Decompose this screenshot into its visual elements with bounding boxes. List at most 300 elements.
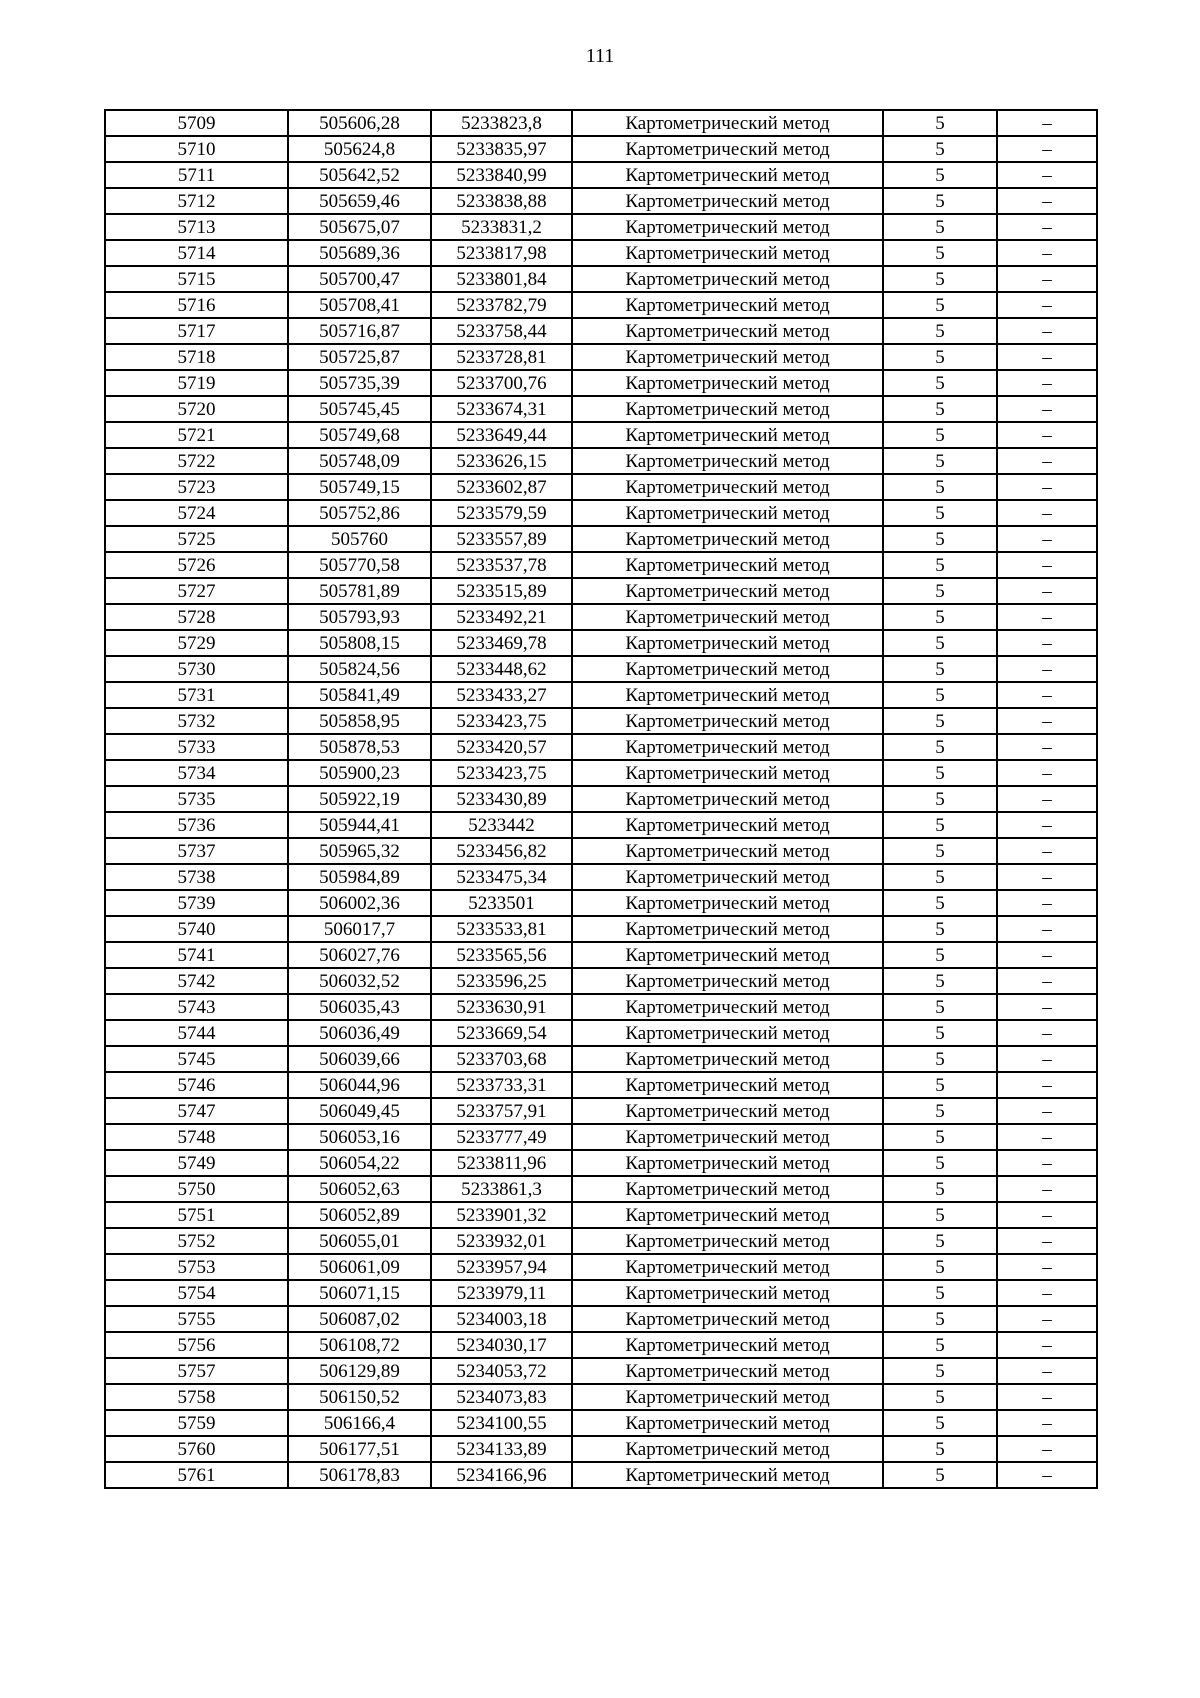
point-number-cell: 5733: [105, 734, 288, 760]
table-row: [105, 864, 1097, 890]
table-row: [105, 968, 1097, 994]
y-coordinate-cell: 5233537,78: [431, 552, 572, 578]
x-coordinate-cell: 505689,36: [288, 240, 431, 266]
x-coordinate-cell: 506054,22: [288, 1150, 431, 1176]
point-number-cell: 5747: [105, 1098, 288, 1124]
point-number-cell: 5719: [105, 370, 288, 396]
x-coordinate-cell: 505944,41: [288, 812, 431, 838]
table-row: [105, 838, 1097, 864]
accuracy-cell: 5: [883, 1254, 997, 1280]
y-coordinate-cell: 5233433,27: [431, 682, 572, 708]
y-coordinate-cell: 5233669,54: [431, 1020, 572, 1046]
note-cell: –: [997, 1202, 1097, 1228]
table-row: [105, 734, 1097, 760]
accuracy-cell: 5: [883, 1072, 997, 1098]
y-coordinate-cell: 5233782,79: [431, 292, 572, 318]
note-cell: –: [997, 994, 1097, 1020]
accuracy-cell: 5: [883, 968, 997, 994]
accuracy-cell: 5: [883, 890, 997, 916]
point-number-cell: 5718: [105, 344, 288, 370]
point-number-cell: 5753: [105, 1254, 288, 1280]
note-cell: –: [997, 942, 1097, 968]
point-number-cell: 5735: [105, 786, 288, 812]
x-coordinate-cell: 506049,45: [288, 1098, 431, 1124]
method-cell: Картометрический метод: [572, 1176, 883, 1202]
accuracy-cell: 5: [883, 1020, 997, 1046]
point-number-cell: 5744: [105, 1020, 288, 1046]
method-cell: Картометрический метод: [572, 474, 883, 500]
table-row: [105, 630, 1097, 656]
method-cell: Картометрический метод: [572, 994, 883, 1020]
note-cell: –: [997, 1020, 1097, 1046]
note-cell: –: [997, 1176, 1097, 1202]
point-number-cell: 5710: [105, 136, 288, 162]
method-cell: Картометрический метод: [572, 708, 883, 734]
method-cell: Картометрический метод: [572, 578, 883, 604]
accuracy-cell: 5: [883, 344, 997, 370]
accuracy-cell: 5: [883, 552, 997, 578]
table-row: [105, 552, 1097, 578]
note-cell: –: [997, 396, 1097, 422]
accuracy-cell: 5: [883, 708, 997, 734]
point-number-cell: 5745: [105, 1046, 288, 1072]
accuracy-cell: 5: [883, 630, 997, 656]
x-coordinate-cell: 505760: [288, 526, 431, 552]
table-row: [105, 396, 1097, 422]
accuracy-cell: 5: [883, 526, 997, 552]
accuracy-cell: 5: [883, 318, 997, 344]
note-cell: –: [997, 656, 1097, 682]
method-cell: Картометрический метод: [572, 1046, 883, 1072]
note-cell: –: [997, 136, 1097, 162]
method-cell: Картометрический метод: [572, 1150, 883, 1176]
note-cell: –: [997, 214, 1097, 240]
point-number-cell: 5712: [105, 188, 288, 214]
method-cell: Картометрический метод: [572, 1072, 883, 1098]
x-coordinate-cell: 505808,15: [288, 630, 431, 656]
method-cell: Картометрический метод: [572, 1306, 883, 1332]
table-row: [105, 1150, 1097, 1176]
point-number-cell: 5724: [105, 500, 288, 526]
y-coordinate-cell: 5233700,76: [431, 370, 572, 396]
y-coordinate-cell: 5233733,31: [431, 1072, 572, 1098]
point-number-cell: 5722: [105, 448, 288, 474]
table-row: [105, 812, 1097, 838]
point-number-cell: 5740: [105, 916, 288, 942]
x-coordinate-cell: 505675,07: [288, 214, 431, 240]
point-number-cell: 5732: [105, 708, 288, 734]
x-coordinate-cell: 506052,89: [288, 1202, 431, 1228]
note-cell: –: [997, 916, 1097, 942]
y-coordinate-cell: 5233579,59: [431, 500, 572, 526]
accuracy-cell: 5: [883, 864, 997, 890]
method-cell: Картометрический метод: [572, 1358, 883, 1384]
x-coordinate-cell: 506027,76: [288, 942, 431, 968]
x-coordinate-cell: 506166,4: [288, 1410, 431, 1436]
x-coordinate-cell: 506055,01: [288, 1228, 431, 1254]
accuracy-cell: 5: [883, 1332, 997, 1358]
y-coordinate-cell: 5233423,75: [431, 760, 572, 786]
x-coordinate-cell: 505858,95: [288, 708, 431, 734]
method-cell: Картометрический метод: [572, 1384, 883, 1410]
y-coordinate-cell: 5233492,21: [431, 604, 572, 630]
x-coordinate-cell: 505824,56: [288, 656, 431, 682]
method-cell: Картометрический метод: [572, 1462, 883, 1488]
note-cell: –: [997, 1280, 1097, 1306]
x-coordinate-cell: 506087,02: [288, 1306, 431, 1332]
x-coordinate-cell: 506044,96: [288, 1072, 431, 1098]
method-cell: Картометрический метод: [572, 760, 883, 786]
table-row: [105, 526, 1097, 552]
y-coordinate-cell: 5234003,18: [431, 1306, 572, 1332]
table-row: [105, 760, 1097, 786]
note-cell: –: [997, 1332, 1097, 1358]
method-cell: Картометрический метод: [572, 786, 883, 812]
point-number-cell: 5736: [105, 812, 288, 838]
note-cell: –: [997, 968, 1097, 994]
note-cell: –: [997, 1254, 1097, 1280]
method-cell: Картометрический метод: [572, 1280, 883, 1306]
x-coordinate-cell: 506052,63: [288, 1176, 431, 1202]
x-coordinate-cell: 505793,93: [288, 604, 431, 630]
x-coordinate-cell: 506071,15: [288, 1280, 431, 1306]
y-coordinate-cell: 5234030,17: [431, 1332, 572, 1358]
accuracy-cell: 5: [883, 1098, 997, 1124]
point-number-cell: 5725: [105, 526, 288, 552]
accuracy-cell: 5: [883, 1124, 997, 1150]
x-coordinate-cell: 505748,09: [288, 448, 431, 474]
y-coordinate-cell: 5233565,56: [431, 942, 572, 968]
table-row: [105, 656, 1097, 682]
table-row: [105, 994, 1097, 1020]
note-cell: –: [997, 864, 1097, 890]
x-coordinate-cell: 506053,16: [288, 1124, 431, 1150]
note-cell: –: [997, 734, 1097, 760]
table-row: [105, 1202, 1097, 1228]
table-row: [105, 1228, 1097, 1254]
method-cell: Картометрический метод: [572, 942, 883, 968]
point-number-cell: 5730: [105, 656, 288, 682]
method-cell: Картометрический метод: [572, 630, 883, 656]
note-cell: –: [997, 1124, 1097, 1150]
x-coordinate-cell: 506032,52: [288, 968, 431, 994]
table-row: [105, 1046, 1097, 1072]
note-cell: –: [997, 240, 1097, 266]
method-cell: Картометрический метод: [572, 396, 883, 422]
x-coordinate-cell: 506017,7: [288, 916, 431, 942]
table-row: [105, 448, 1097, 474]
table-row: [105, 266, 1097, 292]
note-cell: –: [997, 1410, 1097, 1436]
table-row: [105, 1410, 1097, 1436]
x-coordinate-cell: 505781,89: [288, 578, 431, 604]
x-coordinate-cell: 506039,66: [288, 1046, 431, 1072]
point-number-cell: 5755: [105, 1306, 288, 1332]
method-cell: Картометрический метод: [572, 838, 883, 864]
method-cell: Картометрический метод: [572, 604, 883, 630]
table-row: [105, 1280, 1097, 1306]
note-cell: –: [997, 266, 1097, 292]
method-cell: Картометрический метод: [572, 890, 883, 916]
y-coordinate-cell: 5233596,25: [431, 968, 572, 994]
y-coordinate-cell: 5234100,55: [431, 1410, 572, 1436]
accuracy-cell: 5: [883, 370, 997, 396]
accuracy-cell: 5: [883, 1306, 997, 1332]
table-row: [105, 1098, 1097, 1124]
x-coordinate-cell: 505752,86: [288, 500, 431, 526]
table-row: [105, 786, 1097, 812]
note-cell: –: [997, 1358, 1097, 1384]
x-coordinate-cell: 506061,09: [288, 1254, 431, 1280]
point-number-cell: 5731: [105, 682, 288, 708]
y-coordinate-cell: 5234053,72: [431, 1358, 572, 1384]
point-number-cell: 5743: [105, 994, 288, 1020]
accuracy-cell: 5: [883, 1228, 997, 1254]
accuracy-cell: 5: [883, 422, 997, 448]
x-coordinate-cell: 506150,52: [288, 1384, 431, 1410]
method-cell: Картометрический метод: [572, 110, 883, 136]
x-coordinate-cell: 506002,36: [288, 890, 431, 916]
method-cell: Картометрический метод: [572, 448, 883, 474]
method-cell: Картометрический метод: [572, 916, 883, 942]
y-coordinate-cell: 5233728,81: [431, 344, 572, 370]
accuracy-cell: 5: [883, 474, 997, 500]
table-row: [105, 890, 1097, 916]
y-coordinate-cell: 5233831,2: [431, 214, 572, 240]
note-cell: –: [997, 578, 1097, 604]
accuracy-cell: 5: [883, 1176, 997, 1202]
method-cell: Картометрический метод: [572, 552, 883, 578]
accuracy-cell: 5: [883, 500, 997, 526]
y-coordinate-cell: 5233901,32: [431, 1202, 572, 1228]
accuracy-cell: 5: [883, 136, 997, 162]
method-cell: Картометрический метод: [572, 292, 883, 318]
table-row: [105, 240, 1097, 266]
table-row: [105, 1020, 1097, 1046]
method-cell: Картометрический метод: [572, 1124, 883, 1150]
y-coordinate-cell: 5233602,87: [431, 474, 572, 500]
point-number-cell: 5761: [105, 1462, 288, 1488]
page-number: 111: [585, 45, 615, 67]
note-cell: –: [997, 500, 1097, 526]
y-coordinate-cell: 5233442: [431, 812, 572, 838]
table-row: [105, 292, 1097, 318]
table-row: [105, 578, 1097, 604]
accuracy-cell: 5: [883, 656, 997, 682]
method-cell: Картометрический метод: [572, 1228, 883, 1254]
method-cell: Картометрический метод: [572, 734, 883, 760]
x-coordinate-cell: 505700,47: [288, 266, 431, 292]
table-row: [105, 1358, 1097, 1384]
x-coordinate-cell: 505735,39: [288, 370, 431, 396]
note-cell: –: [997, 1306, 1097, 1332]
method-cell: Картометрический метод: [572, 136, 883, 162]
method-cell: Картометрический метод: [572, 188, 883, 214]
point-number-cell: 5721: [105, 422, 288, 448]
accuracy-cell: 5: [883, 734, 997, 760]
note-cell: –: [997, 708, 1097, 734]
y-coordinate-cell: 5233861,3: [431, 1176, 572, 1202]
point-number-cell: 5734: [105, 760, 288, 786]
method-cell: Картометрический метод: [572, 812, 883, 838]
x-coordinate-cell: 505749,68: [288, 422, 431, 448]
y-coordinate-cell: 5233957,94: [431, 1254, 572, 1280]
accuracy-cell: 5: [883, 1358, 997, 1384]
point-number-cell: 5737: [105, 838, 288, 864]
point-number-cell: 5728: [105, 604, 288, 630]
y-coordinate-cell: 5233475,34: [431, 864, 572, 890]
accuracy-cell: 5: [883, 214, 997, 240]
x-coordinate-cell: 506178,83: [288, 1462, 431, 1488]
note-cell: –: [997, 552, 1097, 578]
x-coordinate-cell: 506129,89: [288, 1358, 431, 1384]
table-row: [105, 422, 1097, 448]
point-number-cell: 5757: [105, 1358, 288, 1384]
method-cell: Картометрический метод: [572, 1020, 883, 1046]
accuracy-cell: 5: [883, 448, 997, 474]
method-cell: Картометрический метод: [572, 162, 883, 188]
y-coordinate-cell: 5233840,99: [431, 162, 572, 188]
table-row: [105, 344, 1097, 370]
table-row: [105, 214, 1097, 240]
table-row: [105, 370, 1097, 396]
y-coordinate-cell: 5233674,31: [431, 396, 572, 422]
table-row: [105, 1176, 1097, 1202]
y-coordinate-cell: 5233811,96: [431, 1150, 572, 1176]
note-cell: –: [997, 292, 1097, 318]
x-coordinate-cell: 505659,46: [288, 188, 431, 214]
point-number-cell: 5754: [105, 1280, 288, 1306]
point-number-cell: 5717: [105, 318, 288, 344]
table-row: [105, 1306, 1097, 1332]
table-body: [105, 110, 1097, 1488]
y-coordinate-cell: 5233630,91: [431, 994, 572, 1020]
x-coordinate-cell: 505965,32: [288, 838, 431, 864]
note-cell: –: [997, 1046, 1097, 1072]
point-number-cell: 5715: [105, 266, 288, 292]
method-cell: Картометрический метод: [572, 422, 883, 448]
method-cell: Картометрический метод: [572, 526, 883, 552]
x-coordinate-cell: 506036,49: [288, 1020, 431, 1046]
point-number-cell: 5758: [105, 1384, 288, 1410]
x-coordinate-cell: 505900,23: [288, 760, 431, 786]
accuracy-cell: 5: [883, 786, 997, 812]
method-cell: Картометрический метод: [572, 1332, 883, 1358]
note-cell: –: [997, 630, 1097, 656]
point-number-cell: 5756: [105, 1332, 288, 1358]
accuracy-cell: 5: [883, 110, 997, 136]
x-coordinate-cell: 505745,45: [288, 396, 431, 422]
accuracy-cell: 5: [883, 188, 997, 214]
y-coordinate-cell: 5233758,44: [431, 318, 572, 344]
y-coordinate-cell: 5233557,89: [431, 526, 572, 552]
accuracy-cell: 5: [883, 1046, 997, 1072]
accuracy-cell: 5: [883, 1150, 997, 1176]
y-coordinate-cell: 5233448,62: [431, 656, 572, 682]
accuracy-cell: 5: [883, 812, 997, 838]
method-cell: Картометрический метод: [572, 214, 883, 240]
table-row: [105, 136, 1097, 162]
point-number-cell: 5727: [105, 578, 288, 604]
accuracy-cell: 5: [883, 1280, 997, 1306]
point-number-cell: 5720: [105, 396, 288, 422]
note-cell: –: [997, 1462, 1097, 1488]
coordinates-table: [104, 109, 1098, 1489]
note-cell: –: [997, 474, 1097, 500]
method-cell: Картометрический метод: [572, 318, 883, 344]
x-coordinate-cell: 506177,51: [288, 1436, 431, 1462]
note-cell: –: [997, 786, 1097, 812]
point-number-cell: 5711: [105, 162, 288, 188]
note-cell: –: [997, 812, 1097, 838]
accuracy-cell: 5: [883, 1202, 997, 1228]
x-coordinate-cell: 506035,43: [288, 994, 431, 1020]
note-cell: –: [997, 526, 1097, 552]
x-coordinate-cell: 506108,72: [288, 1332, 431, 1358]
point-number-cell: 5750: [105, 1176, 288, 1202]
accuracy-cell: 5: [883, 240, 997, 266]
method-cell: Картометрический метод: [572, 1254, 883, 1280]
y-coordinate-cell: 5233501: [431, 890, 572, 916]
table-row: [105, 1436, 1097, 1462]
table-row: [105, 604, 1097, 630]
note-cell: –: [997, 1228, 1097, 1254]
table-row: [105, 500, 1097, 526]
table-row: [105, 188, 1097, 214]
method-cell: Картометрический метод: [572, 500, 883, 526]
accuracy-cell: 5: [883, 604, 997, 630]
accuracy-cell: 5: [883, 916, 997, 942]
x-coordinate-cell: 505922,19: [288, 786, 431, 812]
y-coordinate-cell: 5234133,89: [431, 1436, 572, 1462]
note-cell: –: [997, 760, 1097, 786]
point-number-cell: 5713: [105, 214, 288, 240]
note-cell: –: [997, 1150, 1097, 1176]
x-coordinate-cell: 505984,89: [288, 864, 431, 890]
y-coordinate-cell: 5233932,01: [431, 1228, 572, 1254]
method-cell: Картометрический метод: [572, 344, 883, 370]
y-coordinate-cell: 5233801,84: [431, 266, 572, 292]
y-coordinate-cell: 5233649,44: [431, 422, 572, 448]
accuracy-cell: 5: [883, 396, 997, 422]
note-cell: –: [997, 188, 1097, 214]
accuracy-cell: 5: [883, 760, 997, 786]
y-coordinate-cell: 5233430,89: [431, 786, 572, 812]
y-coordinate-cell: 5233626,15: [431, 448, 572, 474]
point-number-cell: 5714: [105, 240, 288, 266]
point-number-cell: 5738: [105, 864, 288, 890]
note-cell: –: [997, 1098, 1097, 1124]
note-cell: –: [997, 448, 1097, 474]
accuracy-cell: 5: [883, 1410, 997, 1436]
note-cell: –: [997, 318, 1097, 344]
x-coordinate-cell: 505749,15: [288, 474, 431, 500]
table-row: [105, 682, 1097, 708]
method-cell: Картометрический метод: [572, 266, 883, 292]
point-number-cell: 5751: [105, 1202, 288, 1228]
point-number-cell: 5752: [105, 1228, 288, 1254]
y-coordinate-cell: 5233533,81: [431, 916, 572, 942]
table-row: [105, 708, 1097, 734]
accuracy-cell: 5: [883, 838, 997, 864]
method-cell: Картометрический метод: [572, 1436, 883, 1462]
y-coordinate-cell: 5233838,88: [431, 188, 572, 214]
y-coordinate-cell: 5233420,57: [431, 734, 572, 760]
method-cell: Картометрический метод: [572, 240, 883, 266]
note-cell: –: [997, 162, 1097, 188]
accuracy-cell: 5: [883, 942, 997, 968]
x-coordinate-cell: 505716,87: [288, 318, 431, 344]
